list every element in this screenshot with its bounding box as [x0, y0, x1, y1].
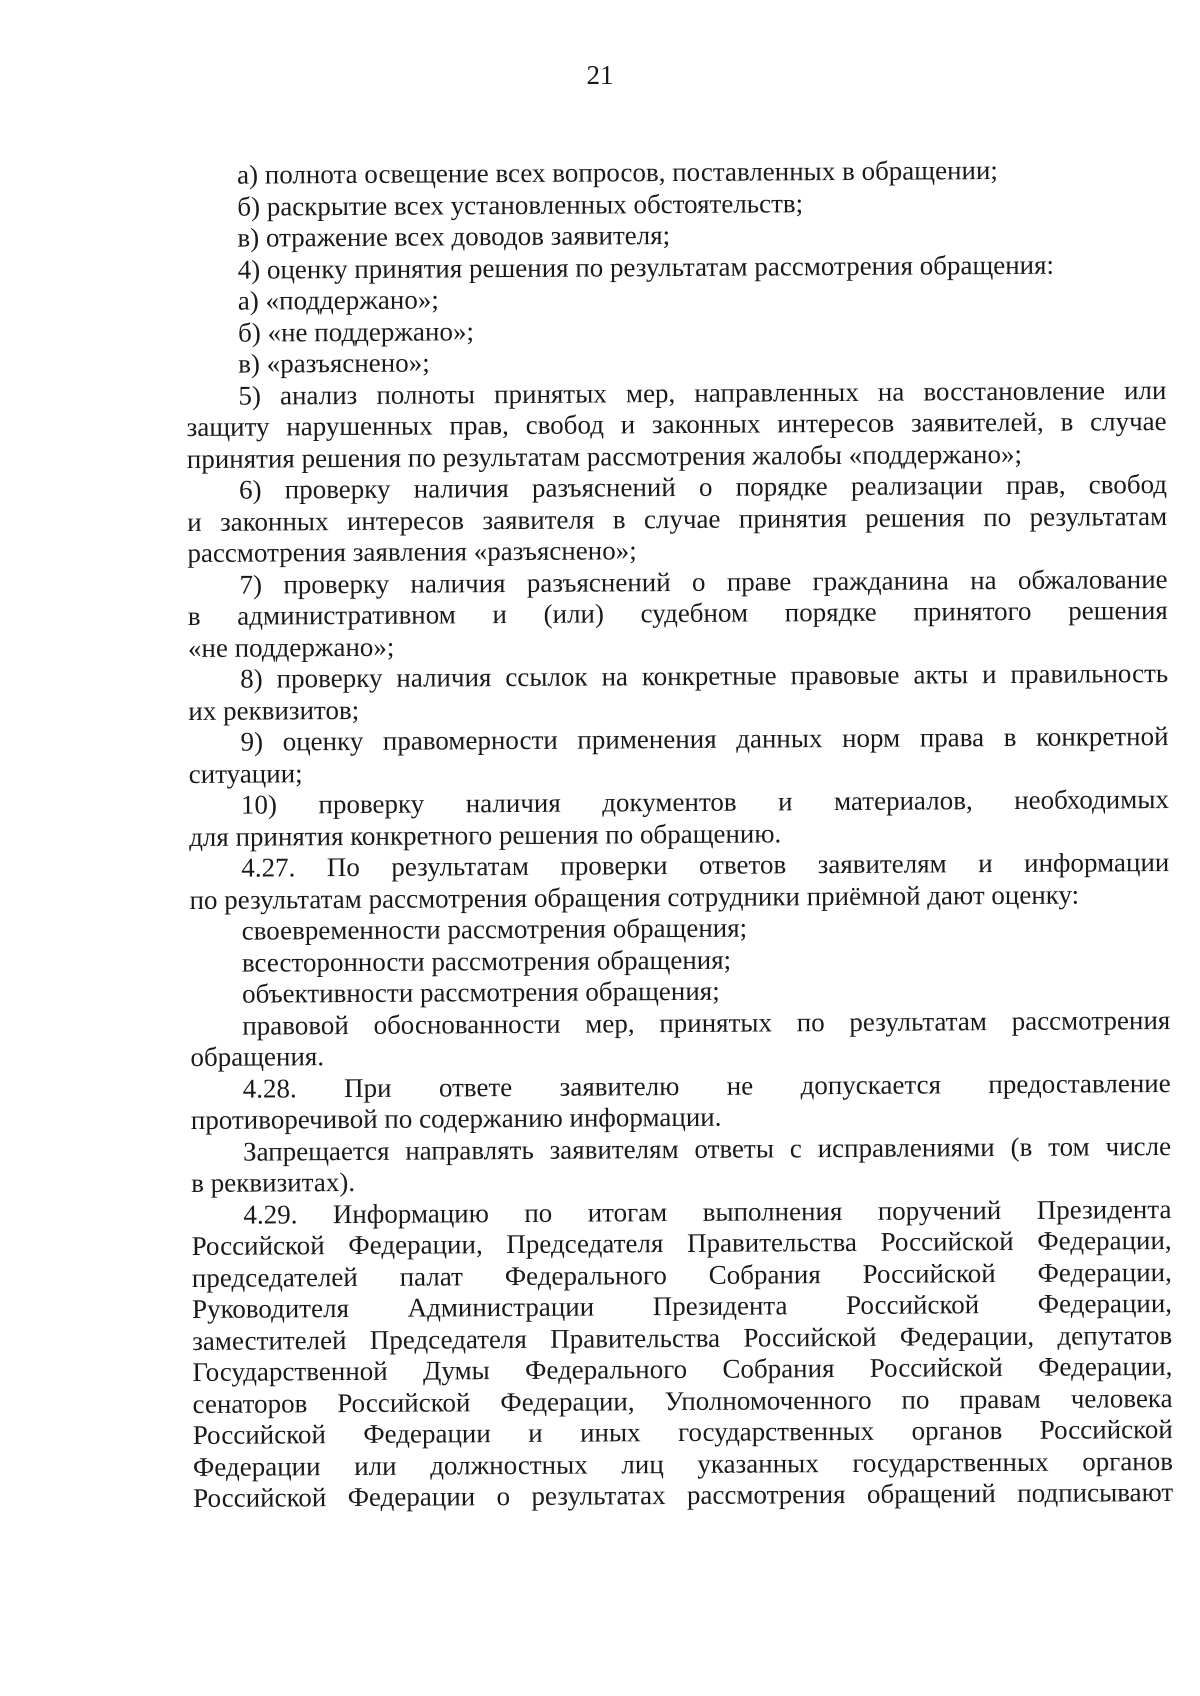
text-line: Российской Федерации о результатах рассмотрения обращений подписывают: [193, 1476, 1174, 1513]
text-line: в реквизитах).: [191, 1166, 356, 1198]
text-line: для принятия конкретного решения по обращению.: [189, 817, 782, 852]
document-body: [185, 154, 1173, 1514]
text-line: и законных интересов заявителя в случае принятия решения по результатам: [187, 500, 1168, 537]
text-line: всесторонности рассмотрения обращения;: [241, 944, 732, 978]
text-line: объективности рассмотрения обращения;: [242, 975, 720, 1009]
text-line: рассмотрения заявления «разъяснено»;: [187, 535, 637, 568]
text-line: Федерации или должностных лиц указанных государственных органов: [192, 1445, 1174, 1482]
text-line: а) «поддержано»;: [237, 284, 439, 316]
text-line: Руководителя Администрации Президента Российской Федерации,: [191, 1287, 1173, 1324]
text-line: в административном и (или) судебном порядке принятого решения: [187, 595, 1168, 631]
text-line: 4.28. При ответе заявителю не допускается предоставление: [242, 1067, 1171, 1104]
text-line: защиту нарушенных прав, свобод и законных интересов заявителей, в случае: [186, 406, 1167, 442]
text-line: правовой обоснованности мер, принятых по результатам рассмотрения: [242, 1004, 1171, 1041]
text-line: 6) проверку наличия разъяснений о порядке реализации прав, свобод: [238, 469, 1168, 505]
text-line: ситуации;: [188, 757, 303, 789]
text-line: Государственной Думы Федерального Собрания Российской Федерации,: [192, 1350, 1173, 1387]
text-line: принятия решения по результатам рассмотрения жалобы «поддержано»;: [186, 438, 1023, 474]
text-line: 8) проверку наличия ссылок на конкретные правовые акты и правильность: [240, 658, 1169, 694]
text-line: председателей палат Федерального Собрания Российской Федерации,: [191, 1256, 1172, 1293]
text-line: 10) проверку наличия документов и материалов, необходимых: [240, 784, 1170, 820]
text-line: 4.27. По результатам проверки ответов заявителям и информации: [241, 847, 1170, 883]
text-line: Российской Федерации, Председателя Правительства Российской Федерации,: [191, 1224, 1172, 1261]
text-line: своевременности рассмотрения обращения;: [241, 912, 748, 946]
text-line: 5) анализ полноты принятых мер, направленных на восстановление или: [238, 374, 1167, 411]
text-line: 4.29. Информацию по итогам выполнения поручений Президента: [243, 1193, 1172, 1230]
text-line: б) «не поддержано»;: [237, 315, 475, 348]
text-line: б) раскрытие всех установленных обстоятельств;: [237, 187, 804, 222]
text-line: обращения.: [190, 1041, 325, 1072]
text-line: по результатам рассмотрения обращения сотрудники приёмной дают оценку:: [189, 879, 1080, 915]
text-line: в) отражение всех доводов заявителя;: [237, 220, 671, 253]
text-line: «не поддержано»;: [187, 631, 395, 663]
text-line: сенаторов Российской Федерации, Уполномоченного по правам человека: [192, 1382, 1173, 1419]
text-line: их реквизитов;: [188, 694, 360, 726]
page-number: 21: [586, 60, 614, 90]
text-line: Российской Федерации и иных государственных органов Российской: [192, 1413, 1173, 1450]
text-line: 7) проверку наличия разъяснений о праве гражданина на обжалование: [239, 563, 1168, 600]
text-line: а) полнота освещение всех вопросов, поставленных в обращении;: [236, 155, 998, 190]
text-line: 4) оценку принятия решения по результатам рассмотрения обращения:: [237, 249, 1055, 285]
text-line: противоречивой по содержанию информации.: [190, 1101, 722, 1135]
text-line: Запрещается направлять заявителям ответы с исправлениями (в том числе: [242, 1130, 1172, 1167]
text-line: заместителей Председателя Правительства Российской Федерации, депутатов: [192, 1319, 1173, 1356]
text-line: 9) оценку правомерности применения данных норм права в конкретной: [240, 721, 1169, 757]
text-line: в) «разъяснено»;: [238, 347, 430, 379]
